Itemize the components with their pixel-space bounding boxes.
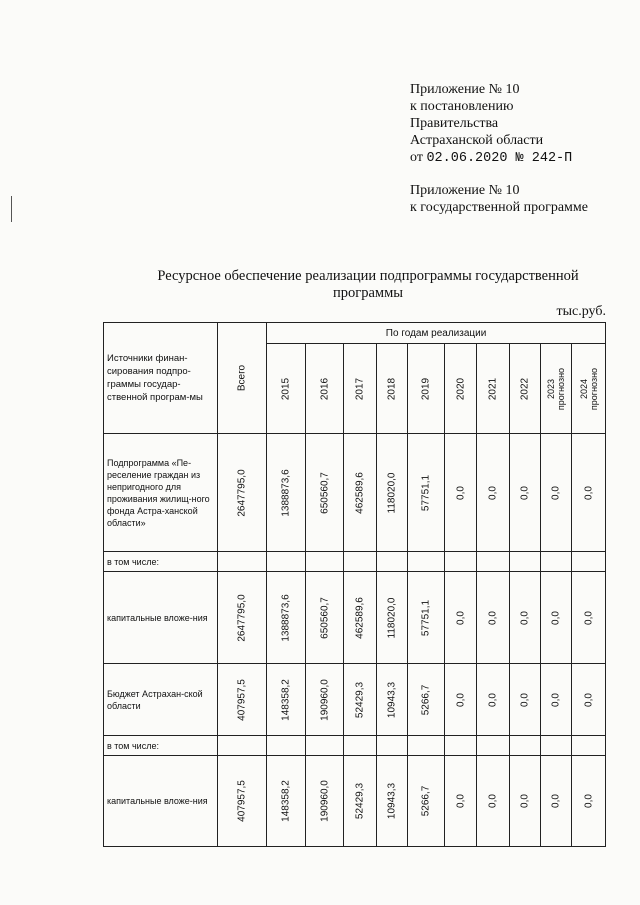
header-year-0: 2015	[267, 344, 306, 434]
empty-cell	[477, 736, 510, 756]
year-value-cell: 10943,3	[377, 756, 408, 847]
header-year-7: 2022	[510, 344, 541, 434]
year-value-cell: 0,0	[477, 756, 510, 847]
year-value-cell: 462589,6	[344, 572, 377, 664]
empty-cell	[510, 736, 541, 756]
header-total: Всего	[218, 323, 267, 434]
year-value-cell: 0,0	[510, 572, 541, 664]
header-year-5: 2020	[445, 344, 477, 434]
year-value-cell: 57751,1	[408, 572, 445, 664]
funding-table	[103, 322, 606, 847]
empty-cell	[344, 552, 377, 572]
year-value-cell: 0,0	[541, 572, 572, 664]
row-total: 407957,5	[218, 664, 267, 736]
header-year-3: 2018	[377, 344, 408, 434]
header-source: Источники финан-сирования подпро-граммы государ-ственной програм-мы	[104, 323, 218, 434]
subtotal-label-row	[104, 736, 606, 756]
empty-cell	[541, 736, 572, 756]
row-total: 2647795,0	[218, 572, 267, 664]
units-label: тыс.руб.	[556, 304, 606, 319]
year-value-cell: 0,0	[445, 664, 477, 736]
empty-cell	[445, 736, 477, 756]
empty-cell	[377, 552, 408, 572]
year-value-cell: 0,0	[510, 434, 541, 552]
year-value-cell: 5266,7	[408, 664, 445, 736]
row-label: в том числе:	[104, 552, 218, 572]
annex-decree-date-number: 02.06.2020 № 242-П	[426, 151, 573, 166]
year-value-cell: 462589,6	[344, 434, 377, 552]
year-value-cell: 1388873,6	[267, 572, 306, 664]
year-value-cell: 0,0	[572, 756, 606, 847]
year-value-cell: 0,0	[477, 664, 510, 736]
year-value-cell: 0,0	[572, 434, 606, 552]
year-value-cell: 190960,0	[306, 664, 344, 736]
row-label: капитальные вложе-ния	[104, 572, 218, 664]
year-value-cell: 10943,3	[377, 664, 408, 736]
row-label: в том числе:	[104, 736, 218, 756]
empty-cell	[218, 736, 267, 756]
year-value-cell: 0,0	[572, 664, 606, 736]
empty-cell	[218, 552, 267, 572]
year-value-cell: 190960,0	[306, 756, 344, 847]
year-value-cell: 0,0	[445, 572, 477, 664]
document-title: Ресурсное обеспечение реализации подпрограммы государственной программы	[157, 268, 579, 301]
empty-cell	[408, 736, 445, 756]
year-value-cell: 0,0	[541, 756, 572, 847]
table-row	[104, 664, 606, 736]
annex-decree-line3: Правительства	[410, 116, 499, 131]
row-total: 2647795,0	[218, 434, 267, 552]
empty-cell	[306, 552, 344, 572]
year-value-cell: 650560,7	[306, 434, 344, 552]
year-value-cell: 52429,3	[344, 664, 377, 736]
header-year-2: 2017	[344, 344, 377, 434]
year-value-cell: 1388873,6	[267, 434, 306, 552]
empty-cell	[267, 552, 306, 572]
annex-decree-date-prefix: от	[410, 150, 427, 165]
year-value-cell: 0,0	[541, 664, 572, 736]
table-row	[104, 434, 606, 552]
header-year-9: 2024 прогнозно	[572, 344, 606, 434]
empty-cell	[377, 736, 408, 756]
year-value-cell: 0,0	[510, 664, 541, 736]
header-year-4: 2019	[408, 344, 445, 434]
annex-program-block	[410, 182, 588, 216]
year-value-cell: 0,0	[477, 434, 510, 552]
year-value-cell: 52429,3	[344, 756, 377, 847]
row-label: Бюджет Астрахан-ской области	[104, 664, 218, 736]
empty-cell	[477, 552, 510, 572]
annex-decree-block	[410, 81, 572, 167]
subtotal-label-row	[104, 552, 606, 572]
scan-edge-mark	[11, 196, 12, 222]
empty-cell	[572, 736, 606, 756]
year-value-cell: 5266,7	[408, 756, 445, 847]
year-value-cell: 118020,0	[377, 572, 408, 664]
annex-program-line2: к государственной программе	[410, 200, 588, 215]
empty-cell	[408, 552, 445, 572]
year-value-cell: 0,0	[445, 434, 477, 552]
empty-cell	[306, 736, 344, 756]
row-total: 407957,5	[218, 756, 267, 847]
annex-decree-line1: Приложение № 10	[410, 82, 520, 97]
empty-cell	[510, 552, 541, 572]
year-value-cell: 148358,2	[267, 756, 306, 847]
empty-cell	[572, 552, 606, 572]
year-value-cell: 0,0	[572, 572, 606, 664]
row-label: Подпрограмма «Пе-реселение граждан из непригодного для проживания жилищ-ного фонда Астра-ханской области»	[104, 434, 218, 552]
year-value-cell: 0,0	[510, 756, 541, 847]
header-by-years: По годам реализации	[267, 323, 606, 344]
header-year-1: 2016	[306, 344, 344, 434]
annex-decree-line4: Астраханской области	[410, 133, 544, 148]
year-value-cell: 57751,1	[408, 434, 445, 552]
empty-cell	[267, 736, 306, 756]
header-year-8: 2023 прогнозно	[541, 344, 572, 434]
year-value-cell: 0,0	[445, 756, 477, 847]
year-value-cell: 118020,0	[377, 434, 408, 552]
empty-cell	[445, 552, 477, 572]
header-row-1	[104, 323, 606, 344]
row-label: капитальные вложе-ния	[104, 756, 218, 847]
annex-program-line1: Приложение № 10	[410, 183, 520, 198]
table-row	[104, 572, 606, 664]
table-row	[104, 756, 606, 847]
year-value-cell: 650560,7	[306, 572, 344, 664]
empty-cell	[541, 552, 572, 572]
header-year-6: 2021	[477, 344, 510, 434]
annex-decree-line2: к постановлению	[410, 99, 514, 114]
year-value-cell: 0,0	[477, 572, 510, 664]
empty-cell	[344, 736, 377, 756]
year-value-cell: 0,0	[541, 434, 572, 552]
annex-decree-date	[410, 149, 572, 167]
year-value-cell: 148358,2	[267, 664, 306, 736]
